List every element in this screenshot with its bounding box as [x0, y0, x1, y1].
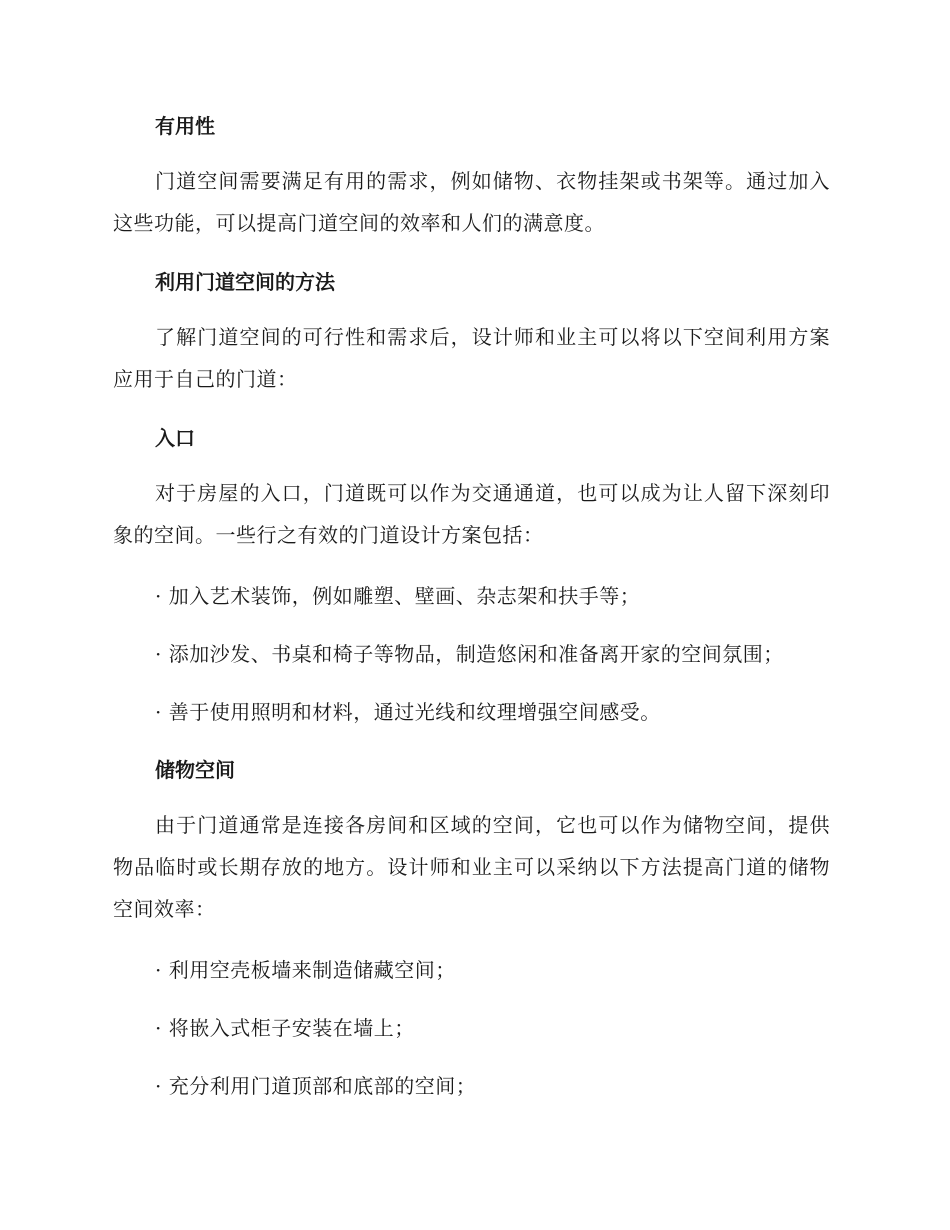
section-paragraph-storage: 由于门道通常是连接各房间和区域的空间，它也可以作为储物空间，提供物品临时或长期存放的地方。设计师和业主可以采纳以下方法提高门道的储物空间效率： [113, 813, 830, 921]
section-paragraph-usefulness: 门道空间需要满足有用的需求，例如储物、衣物挂架或书架等。通过加入这些功能，可以提高门道空间的效率和人们的满意度。 [113, 169, 830, 235]
list-item: · 添加沙发、书桌和椅子等物品，制造悠闲和准备离开家的空间氛围； [155, 642, 784, 666]
list-item: · 利用空壳板墙来制造储藏空间； [155, 958, 456, 982]
document-page [113, 108, 830, 1104]
list-item: · 加入艺术装饰，例如雕塑、壁画、杂志架和扶手等； [155, 584, 641, 608]
section-heading-storage: 储物空间 [155, 758, 235, 782]
section-paragraph-methods: 了解门道空间的可行性和需求后，设计师和业主可以将以下空间利用方案应用于自己的门道： [113, 325, 830, 391]
list-item: · 善于使用照明和材料，通过光线和纹理增强空间感受。 [155, 700, 661, 724]
list-item: · 将嵌入式柜子安装在墙上； [155, 1016, 415, 1040]
section-paragraph-entrance: 对于房屋的入口，门道既可以作为交通通道，也可以成为让人留下深刻印象的空间。一些行之有效的门道设计方案包括： [113, 481, 830, 547]
section-heading-usefulness: 有用性 [155, 114, 215, 138]
list-item: · 充分利用门道顶部和底部的空间； [155, 1074, 477, 1098]
section-heading-methods: 利用门道空间的方法 [155, 270, 335, 294]
section-heading-entrance: 入口 [155, 426, 195, 450]
